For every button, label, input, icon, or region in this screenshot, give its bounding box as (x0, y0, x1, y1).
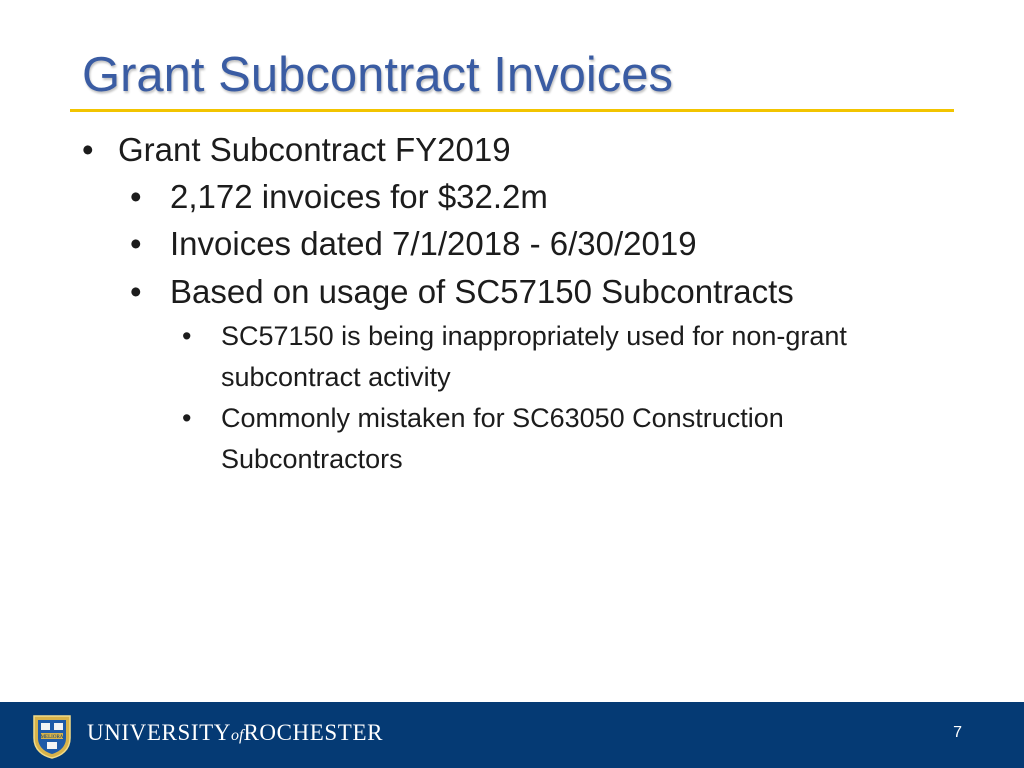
bullet-icon: • (182, 321, 192, 351)
bullet-icon: • (130, 225, 142, 262)
university-seal-icon (28, 712, 76, 760)
bullet-icon: • (82, 131, 94, 168)
bullet-text: Grant Subcontract FY2019 (118, 131, 511, 168)
footer-bar (0, 702, 1024, 768)
bullet-text: 2,172 invoices for $32.2m (170, 178, 548, 215)
wordmark-of: of (231, 727, 244, 744)
page-number: 7 (953, 724, 962, 741)
bullet-text: Invoices dated 7/1/2018 - 6/30/2019 (170, 225, 697, 262)
wordmark-rochester: ROCHESTER (243, 720, 384, 745)
seal-text: MELIORA (40, 735, 64, 740)
bullet-icon: • (130, 178, 142, 215)
bullet-text: SC57150 is being inappropriately used for non-grant subcontract activity (221, 321, 847, 392)
wordmark-university: UNIVERSITY (87, 720, 231, 745)
university-wordmark (87, 720, 383, 746)
bullet-text: Commonly mistaken for SC63050 Construction Subcontractors (221, 403, 784, 474)
title-underline (70, 109, 954, 112)
bullet-text: Based on usage of SC57150 Subcontracts (170, 273, 794, 310)
slide-title: Grant Subcontract Invoices (82, 48, 674, 102)
bullet-icon: • (182, 403, 192, 433)
bullet-icon: • (130, 273, 142, 310)
